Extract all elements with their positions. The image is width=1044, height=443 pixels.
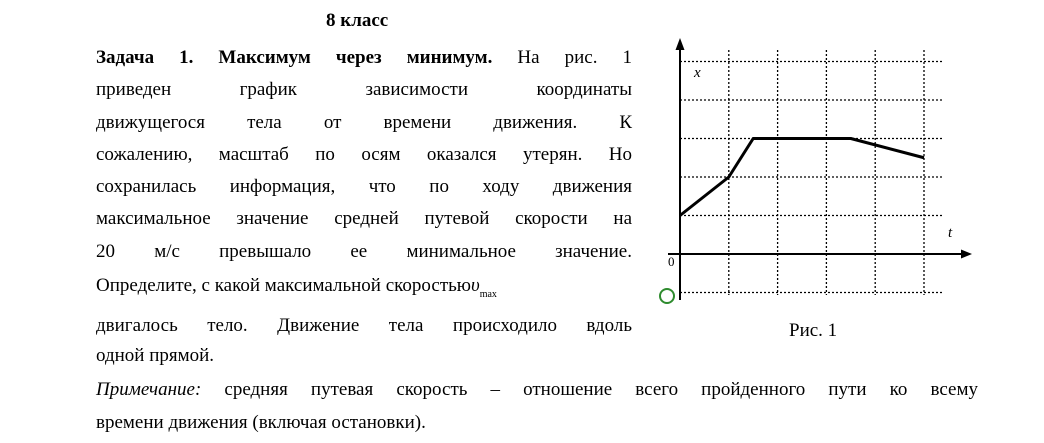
x-axis-label: x <box>694 65 701 81</box>
problem-line-4: сожалению, масштаб по осям оказался утерян. Но <box>96 144 632 165</box>
origin-label: 0 <box>668 254 675 269</box>
problem-line-10: одной прямой. <box>96 345 215 366</box>
problem-line-9: двигалось тело. Движение тела происходило вдоль <box>96 315 632 336</box>
problem-line-7: 20 м/с превышало ее минимальное значение. <box>96 241 632 262</box>
problem-text-8: Определите, с какой максимальной скоростью <box>96 275 471 296</box>
grid <box>680 50 944 295</box>
note-text-1: средняя путевая скорость – отношение всего пройденного пути ко всему <box>224 379 978 400</box>
problem-line-5: сохранилась информация, что по ходу движения <box>96 176 632 197</box>
figure-caption: Рис. 1 <box>789 320 838 341</box>
x-axis-arrow <box>676 38 685 50</box>
grade-heading: 8 класс <box>326 10 389 31</box>
t-axis-label: t <box>948 225 953 241</box>
problem-title: Задача 1. Максимум через минимум. <box>96 47 493 68</box>
note-label: Примечание: <box>96 379 202 400</box>
problem-line-6: максимальное значение средней путевой скорости на <box>96 208 632 229</box>
note-line-2: времени движения (включая остановки). <box>96 412 426 433</box>
problem-line-3: движущегося тела от времени движения. К <box>96 112 632 133</box>
problem-text-1: На рис. 1 <box>517 47 633 68</box>
velocity-subscript: max <box>479 289 497 300</box>
velocity-symbol: υ <box>470 275 480 296</box>
selection-marker <box>660 289 674 303</box>
problem-line-2: приведен график зависимости координаты <box>96 79 632 100</box>
t-axis-arrow <box>961 250 972 259</box>
